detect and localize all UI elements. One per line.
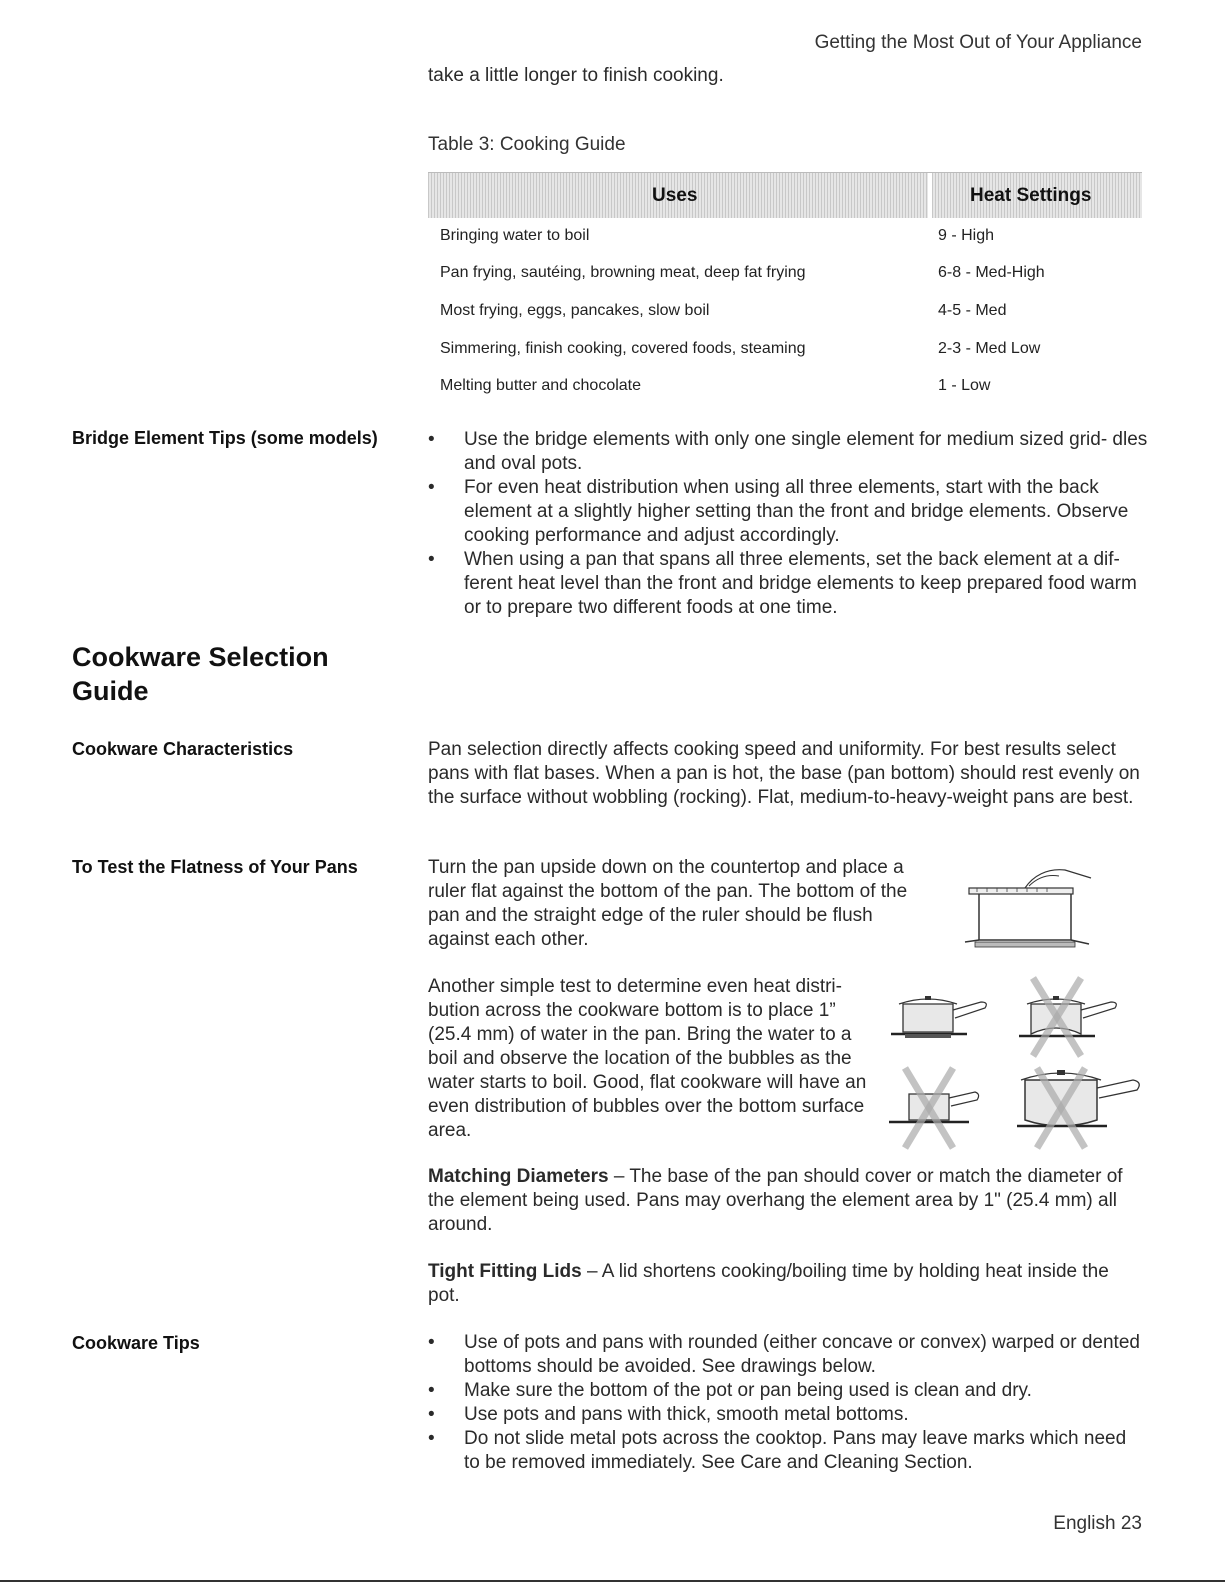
bullet-text: Use of pots and pans with rounded (either concave or convex) warped or dented bottoms should be avoided. See drawings below.	[464, 1332, 1140, 1377]
bullet-text: Do not slide metal pots across the cooktop. Pans may leave marks which need to be removed immediately. See Care and Cleaning Section.	[464, 1428, 1127, 1473]
cookware-tips-list	[428, 1331, 1143, 1475]
flat-pot-icon	[891, 996, 986, 1038]
bullet-text: Make sure the bottom of the pot or pan being used is clean and dry.	[464, 1380, 1032, 1401]
cell-use: Most frying, eggs, pancakes, slow boil	[440, 302, 710, 319]
characteristics-text: Pan selection directly affects cooking speed and uniformity. For best results select pans with flat bases. When a pan is hot, the base (pan bottom) should rest evenly on the surface without wobbling (rocking). Flat, medium-to-heavy-weight pans are best.	[428, 739, 1140, 808]
flatness-text-1: Turn the pan upside down on the countertop and place a ruler flat against the bottom of the pan. The bottom of the pan and the straight edge of the ruler should be flush against each other.	[428, 857, 908, 950]
ruler-test-illustration	[955, 858, 1095, 954]
tight-lids-text: – A lid shortens cooking/boiling time by holding heat inside the pot.	[428, 1261, 1109, 1306]
cell-heat: 4-5 - Med	[938, 302, 1007, 319]
matching-diameters-label: Matching Diameters	[428, 1166, 609, 1187]
flatness-heading: To Test the Flatness of Your Pans	[72, 857, 358, 877]
cell-use: Melting butter and chocolate	[440, 377, 642, 394]
list-item	[428, 1403, 1143, 1427]
list-item	[428, 428, 1148, 476]
intro-continuation: take a little longer to finish cooking.	[428, 65, 724, 86]
bridge-tips-list	[428, 428, 1148, 620]
header-divider	[928, 173, 932, 218]
bullet-glyph: •	[428, 549, 435, 570]
bridge-tips-heading: Bridge Element Tips (some models)	[72, 428, 378, 448]
bullet-glyph: •	[428, 429, 435, 450]
tight-lids-paragraph	[428, 1260, 1143, 1308]
cookware-tips-heading: Cookware Tips	[72, 1333, 200, 1353]
oversized-pot-icon	[1017, 1068, 1139, 1148]
small-pot-icon	[889, 1068, 979, 1148]
bullet-glyph: •	[428, 1332, 435, 1353]
bullet-text: When using a pan that spans all three elements, set the back element at a dif- ferent heat level than the front and bridge elements to keep prepared food warm or to prepare two different foods at one time.	[464, 549, 1137, 618]
cell-heat: 2-3 - Med Low	[938, 340, 1041, 357]
running-title: Getting the Most Out of Your Appliance	[814, 32, 1142, 53]
cell-use: Simmering, finish cooking, covered foods, steaming	[440, 340, 806, 357]
cell-heat: 6-8 - Med-High	[938, 264, 1045, 281]
page-number: English 23	[1053, 1513, 1142, 1534]
bullet-glyph: •	[428, 1404, 435, 1425]
cell-use: Pan frying, sautéing, browning meat, deep fat frying	[440, 264, 806, 281]
bullet-text: Use pots and pans with thick, smooth metal bottoms.	[464, 1404, 909, 1425]
bullet-text: For even heat distribution when using all three elements, start with the back element at a slightly higher setting than the front and bridge elements. Observe cooking performance and adjust accordingly.	[464, 477, 1129, 546]
cell-heat: 1 - Low	[938, 377, 991, 394]
section-title: Cookware Selection Guide	[72, 642, 329, 706]
table-caption: Table 3: Cooking Guide	[428, 134, 626, 155]
bullet-text: Use the bridge elements with only one single element for medium sized grid- dles and oval pots.	[464, 429, 1148, 474]
list-item	[428, 1331, 1143, 1379]
bullet-glyph: •	[428, 1428, 435, 1449]
warped-pot-icon	[1019, 978, 1116, 1056]
bullet-glyph: •	[428, 477, 435, 498]
list-item	[428, 548, 1148, 620]
list-item	[428, 1379, 1143, 1403]
bullet-glyph: •	[428, 1380, 435, 1401]
matching-diameters-text: – The base of the pan should cover or match the diameter of the element being used. Pans may overhang the element area by 1" (25.4 mm) all around.	[428, 1166, 1123, 1235]
bubble-test-illustration	[885, 972, 1145, 1152]
list-item	[428, 1427, 1143, 1475]
col-header-heat: Heat Settings	[970, 185, 1092, 206]
cell-use: Bringing water to boil	[440, 227, 590, 244]
table-header	[428, 172, 1142, 218]
col-header-uses: Uses	[652, 185, 698, 206]
tight-lids-label: Tight Fitting Lids	[428, 1261, 582, 1282]
flatness-text-2: Another simple test to determine even heat distri- bution across the cookware bottom is to place 1” (25.4 mm) of water in the pan. Bring the water to a boil and observe the location of the bubbles as the water starts to boil. Good, flat cookware will have an even distribution of bubbles over the bottom surface area.	[428, 976, 867, 1141]
list-item	[428, 476, 1148, 548]
cell-heat: 9 - High	[938, 227, 995, 244]
characteristics-heading: Cookware Characteristics	[72, 739, 294, 759]
matching-diameters-paragraph	[428, 1165, 1143, 1237]
bottom-rule	[0, 1580, 1225, 1582]
